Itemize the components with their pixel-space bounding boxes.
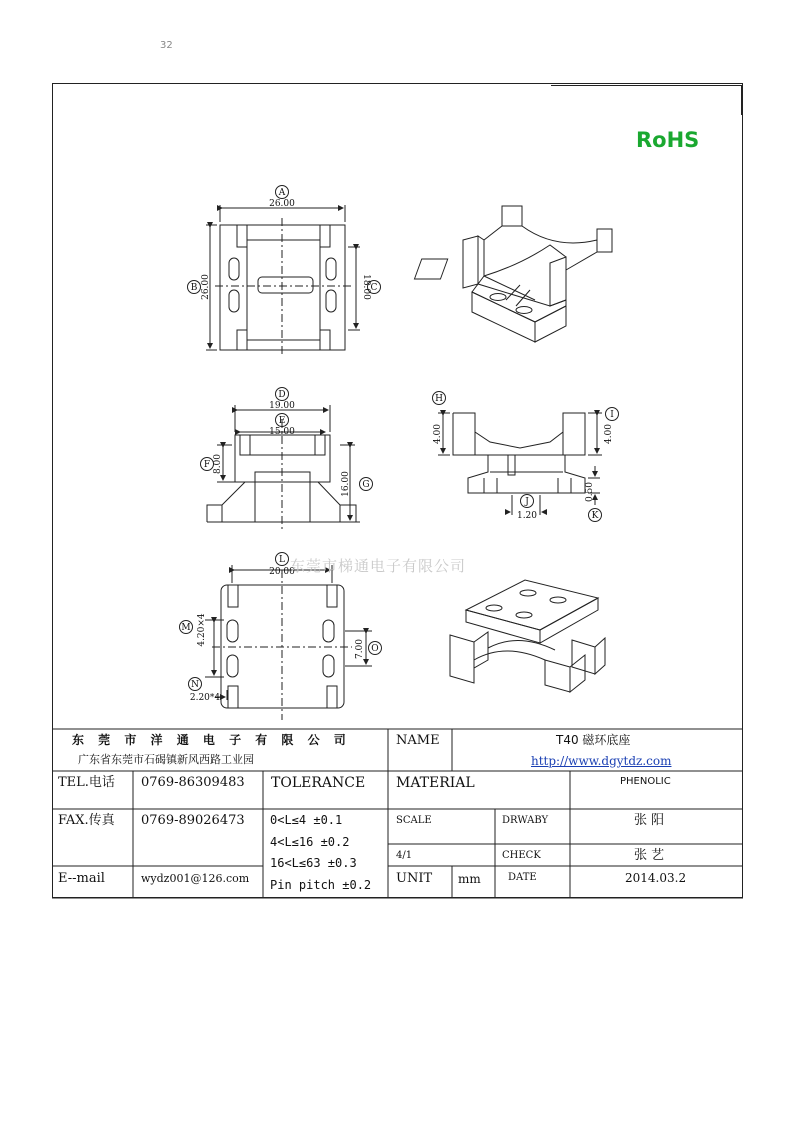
product-name: T40 磁环底座 xyxy=(556,733,631,747)
dim-e-value: 15.00 xyxy=(269,427,295,437)
balloon-b: B xyxy=(190,283,198,293)
company-address: 广东省东莞市石碣镇新风西路工业园 xyxy=(78,753,254,766)
dim-l-value: 20.00 xyxy=(269,567,295,577)
checked-by-value: 张 艺 xyxy=(634,848,665,863)
watermark: 东莞市梯通电子有限公司 xyxy=(290,557,467,575)
balloon-j: J xyxy=(525,497,529,507)
tolerance-line-1: 0<L≤4 ±0.1 xyxy=(270,813,343,827)
balloon-m: M xyxy=(181,623,191,633)
tolerance-line-4: Pin pitch ±0.2 xyxy=(270,878,372,892)
date-label: DATE xyxy=(508,872,537,883)
unit-value: mm xyxy=(458,872,481,886)
website-link[interactable]: http://www.dgytdz.com xyxy=(531,754,672,768)
tolerance-label: TOLERANCE xyxy=(271,775,366,791)
check-label: CHECK xyxy=(502,850,541,861)
scale-value: 4/1 xyxy=(396,850,413,861)
dim-b-value: 26.00 xyxy=(201,274,211,300)
balloon-i: I xyxy=(610,410,614,420)
company-name: 东 莞 市 洋 通 电 子 有 限 公 司 xyxy=(72,733,351,747)
tel-value: 0769-86309483 xyxy=(141,775,245,790)
date-value: 2014.03.2 xyxy=(625,871,687,885)
balloon-o: O xyxy=(371,644,379,654)
scale-label: SCALE xyxy=(396,815,432,826)
balloon-n: N xyxy=(191,680,199,690)
drawn-by-label: DRWABY xyxy=(502,815,549,826)
dim-a-value: 26.00 xyxy=(269,199,295,209)
dim-o-value: 7.00 xyxy=(355,638,365,660)
dim-n-value: 2.20*4 xyxy=(189,693,221,703)
page-number: 32 xyxy=(160,40,173,51)
balloon-d: D xyxy=(278,390,286,400)
fax-value: 0769-89026473 xyxy=(141,813,245,828)
balloon-e: E xyxy=(278,416,286,426)
material-label: MATERIAL xyxy=(396,775,475,791)
tel-label: TEL.电话 xyxy=(58,775,115,790)
email-value: wydz001@126.com xyxy=(141,872,250,885)
balloon-f: F xyxy=(203,460,211,470)
dim-c-value: 18.00 xyxy=(361,274,371,300)
dim-i-value: 4.00 xyxy=(604,423,614,445)
balloon-c: C xyxy=(370,283,378,293)
material-value: PHENOLIC xyxy=(620,776,671,787)
tolerance-line-2: 4<L≤16 ±0.2 xyxy=(270,835,350,849)
balloon-h: H xyxy=(435,394,443,404)
drawn-by-value: 张 阳 xyxy=(634,813,665,828)
dim-d-value: 19.00 xyxy=(269,401,295,411)
balloon-g: G xyxy=(362,480,370,490)
dim-f-value: 8.00 xyxy=(213,453,223,475)
unit-label: UNIT xyxy=(396,871,433,886)
balloon-l: L xyxy=(279,555,285,565)
dim-h-value: 4.00 xyxy=(433,423,443,445)
dim-k-value: 0.50 xyxy=(585,481,595,503)
dim-m-value: 4.20×4 xyxy=(197,613,207,647)
balloon-a: A xyxy=(278,188,286,198)
name-label: NAME xyxy=(396,733,440,748)
email-label: E--mail xyxy=(58,871,105,886)
fax-label: FAX.传真 xyxy=(58,813,115,828)
rohs-mark: RoHS xyxy=(636,128,700,152)
balloon-k: K xyxy=(591,511,599,521)
dim-j-value: 1.20 xyxy=(516,511,538,521)
dim-g-value: 16.00 xyxy=(341,471,351,497)
tolerance-line-3: 16<L≤63 ±0.3 xyxy=(270,856,357,870)
